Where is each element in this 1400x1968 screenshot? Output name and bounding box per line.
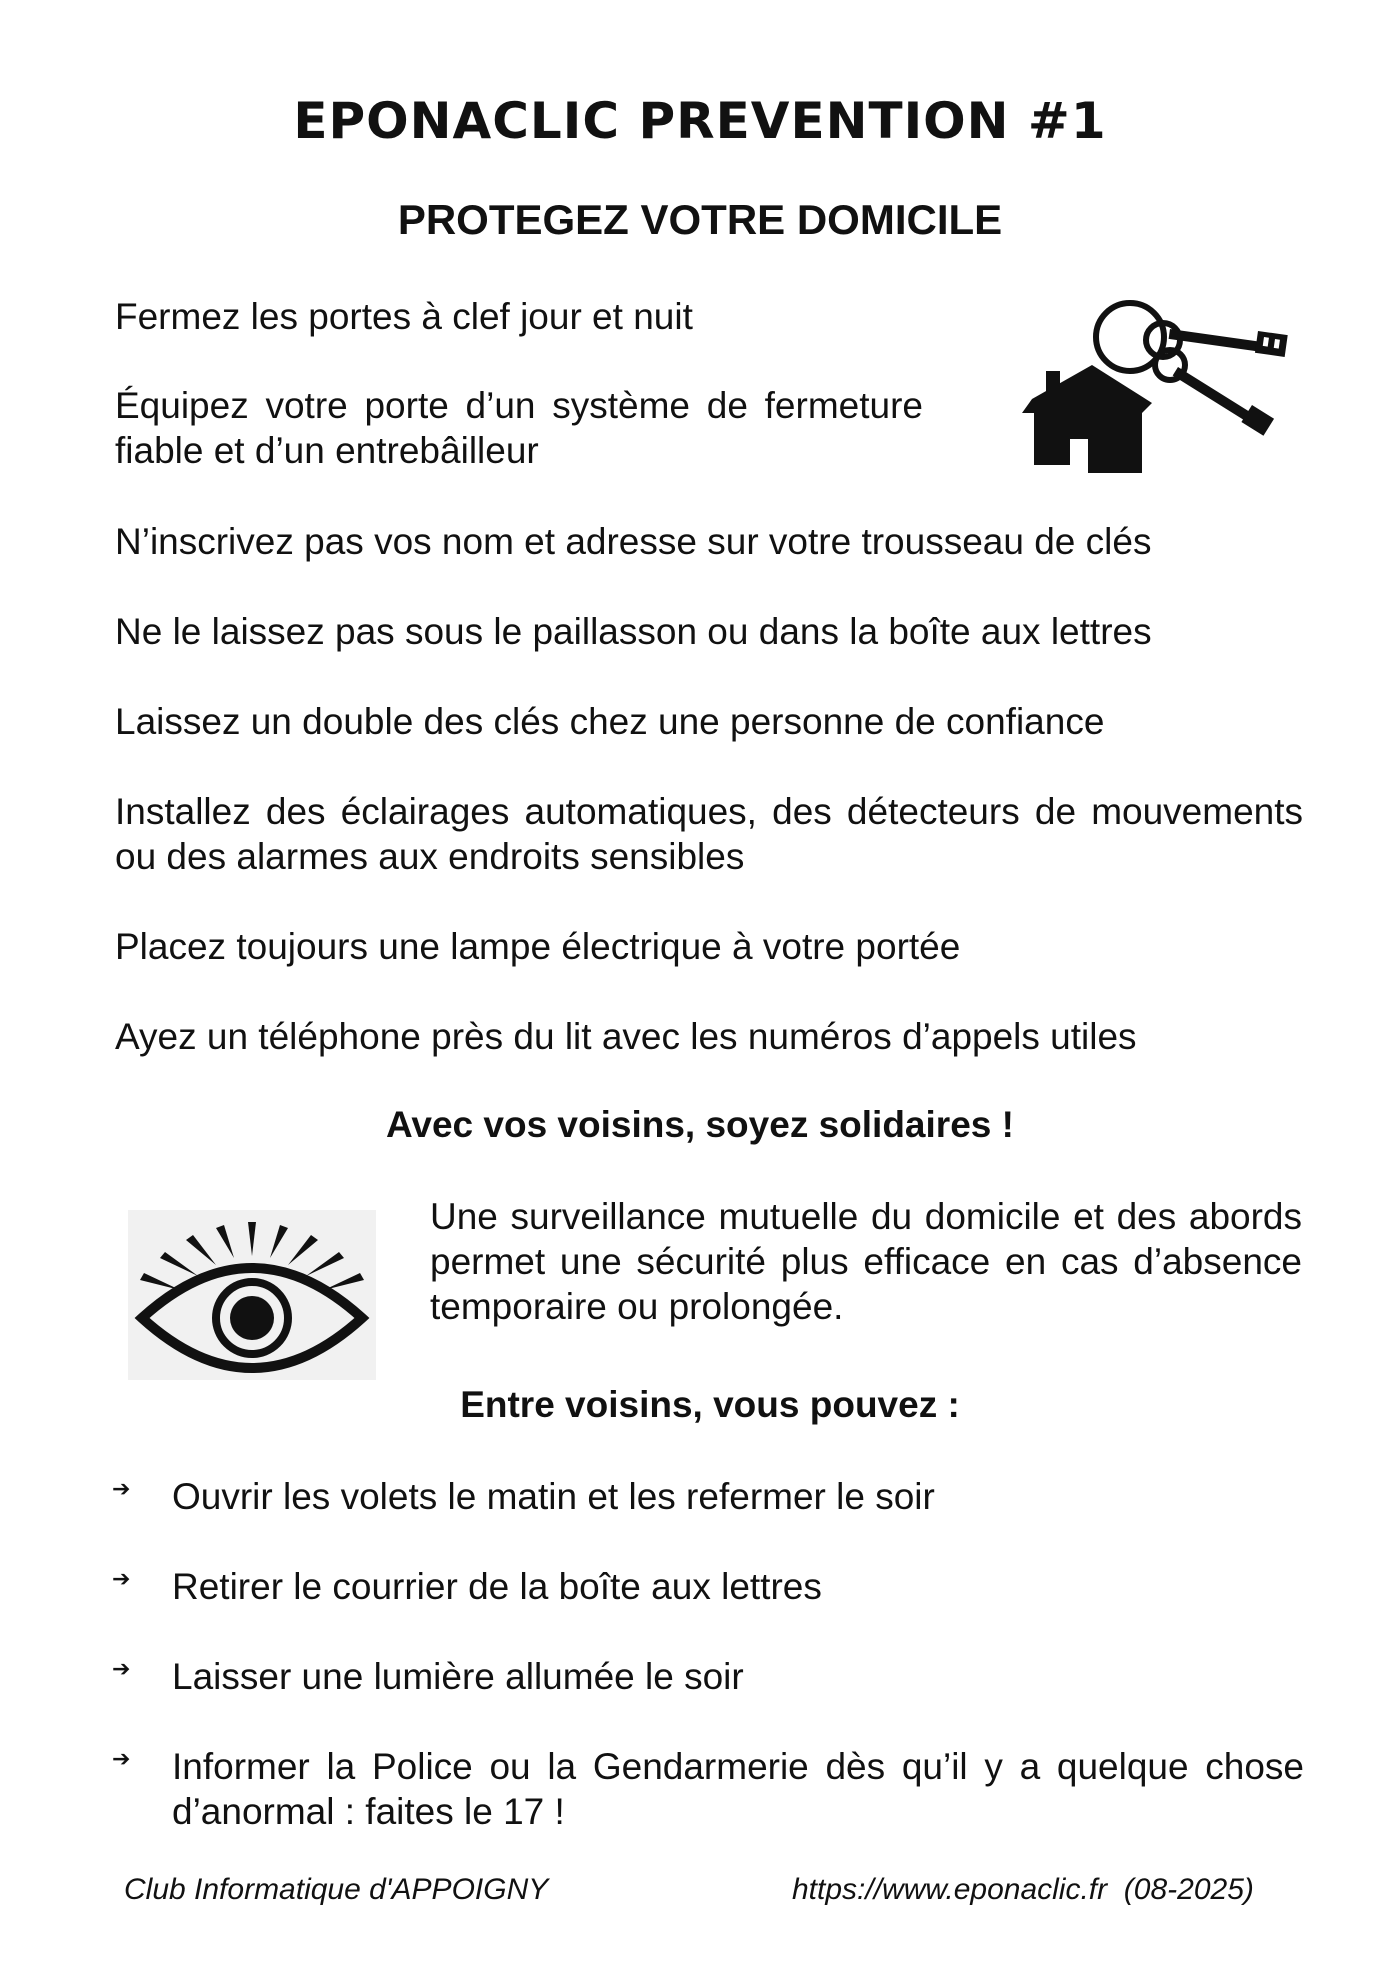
page-title: EPONACLIC PREVENTION #1 [293,92,1107,150]
house-keys-icon [1020,295,1300,480]
neighbors-list-heading: Entre voisins, vous pouvez : [460,1384,960,1425]
tip-item: Équipez votre porte d’un système de fermeture fiable et d’un entrebâilleur [115,385,923,471]
neighbors-paragraph: Une surveillance mutuelle du domicile et des abords permet une sécurité plus efficace en cas d’absence temporaire ou prolongée. [430,1196,1302,1327]
neighbor-action-item: Informer la Police ou la Gendarmerie dès qu’il y a quelque chose d’anormal : faites le 17 ! [172,1746,1304,1832]
arrow-bullet-icon: ➔ [112,1746,131,1771]
footer-club: Club Informatique d'APPOIGNY [124,1873,549,1906]
neighbors-heading: Avec vos voisins, soyez solidaires ! [386,1104,1014,1145]
neighbor-action-item: Laisser une lumière allumée le soir [172,1656,744,1697]
tip-item: Laissez un double des clés chez une personne de confiance [115,701,1105,742]
neighbor-action-item: Ouvrir les volets le matin et les refermer le soir [172,1476,935,1517]
tip-item: Placez toujours une lampe électrique à votre portée [115,926,961,967]
neighbor-action-item: Retirer le courrier de la boîte aux lettres [172,1566,822,1607]
tip-item: Ayez un téléphone près du lit avec les numéros d’appels utiles [115,1016,1137,1057]
tip-item: N’inscrivez pas vos nom et adresse sur votre trousseau de clés [115,521,1152,562]
footer-site[interactable]: https://www.eponaclic.fr (08-2025) [792,1873,1254,1906]
arrow-bullet-icon: ➔ [112,1656,131,1681]
arrow-bullet-icon: ➔ [112,1566,131,1591]
arrow-bullet-icon: ➔ [112,1476,131,1501]
tip-item: Fermez les portes à clef jour et nuit [115,296,693,337]
tip-item: Installez des éclairages automatiques, des détecteurs de mouvements ou des alarmes aux endroits sensibles [115,791,1303,877]
eye-icon [128,1210,376,1380]
tip-item: Ne le laissez pas sous le paillasson ou dans la boîte aux lettres [115,611,1152,652]
page-subtitle: PROTEGEZ VOTRE DOMICILE [397,196,1003,243]
